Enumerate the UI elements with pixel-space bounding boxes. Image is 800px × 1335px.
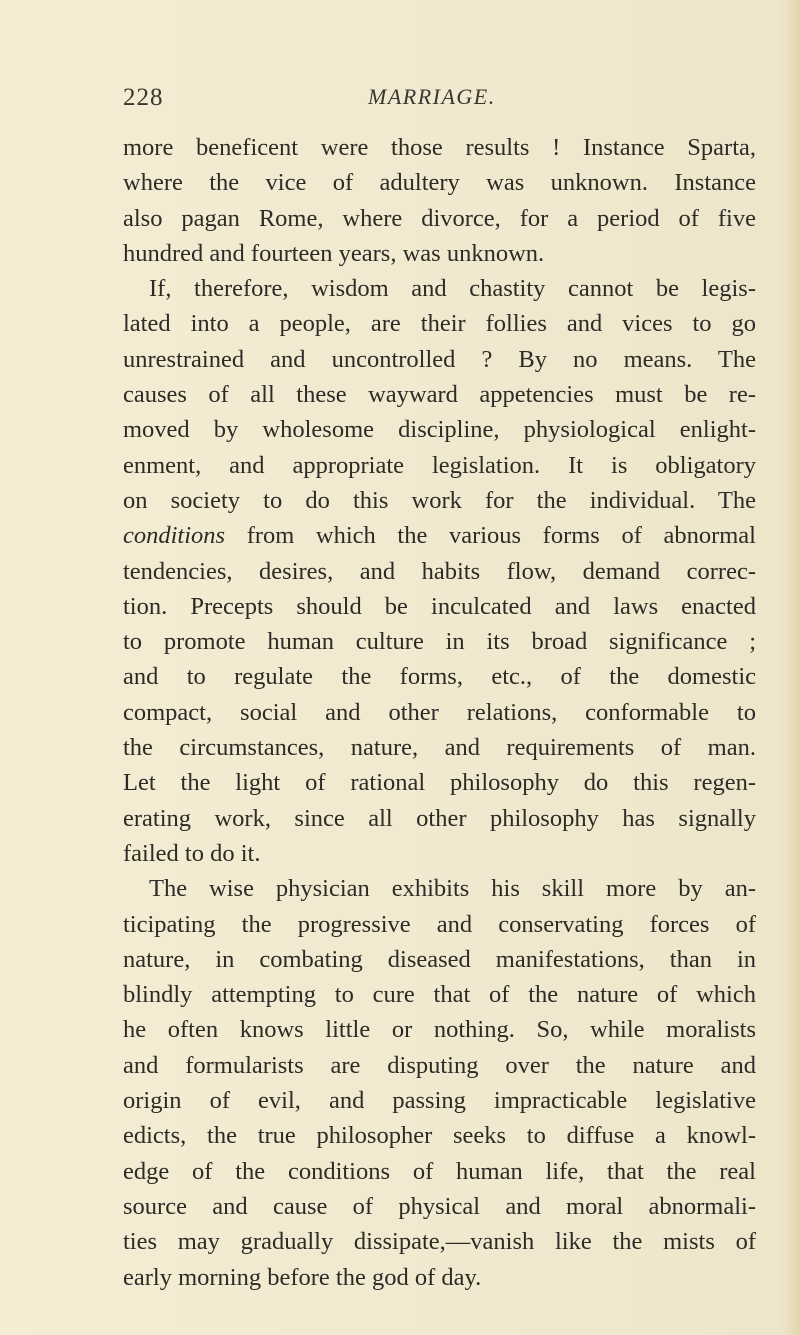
text-line: erating work, since all other philosophy has signally — [123, 804, 756, 832]
text-line: ticipating the progressive and conservating forces of — [123, 910, 756, 938]
text-line: to promote human culture in its broad significance ; — [123, 628, 756, 656]
italic-word: conditions — [123, 522, 226, 550]
text-line: The wise physician exhibits his skill more by an- — [149, 875, 756, 903]
text-line: origin of evil, and passing impracticable legislative — [123, 1087, 756, 1115]
text-line: enment, and appropriate legislation. It is obligatory — [123, 451, 756, 479]
text-line: and formularists are disputing over the nature and — [123, 1051, 756, 1079]
text-line: and to regulate the forms, etc., of the domestic — [123, 663, 756, 691]
text-line: early morning before the god of day. — [123, 1263, 482, 1291]
body-text — [123, 130, 756, 1295]
page-number: 228 — [123, 84, 164, 111]
text-line: ties may gradually dissipate,—vanish like the mists of — [123, 1228, 756, 1256]
text-line: nature, in combating diseased manifestations, than in — [123, 945, 756, 973]
page-edge-shading — [786, 0, 800, 1335]
text-line: edge of the conditions of human life, that the real — [123, 1157, 756, 1185]
text-line: blindly attempting to cure that of the nature of which — [123, 981, 756, 1009]
text-line: also pagan Rome, where divorce, for a period of five — [123, 204, 756, 232]
text-line — [123, 518, 756, 553]
text-line: on society to do this work for the individual. The — [123, 486, 756, 514]
text-line: lated into a people, are their follies and vices to go — [123, 310, 756, 338]
text-line: failed to do it. — [123, 839, 261, 867]
text-line: tendencies, desires, and habits flow, demand correc- — [123, 557, 756, 585]
text-line: causes of all these wayward appetencies must be re- — [123, 381, 756, 409]
text-line: If, therefore, wisdom and chastity cannot be legis- — [149, 275, 756, 303]
text-line: unrestrained and uncontrolled ? By no means. The — [123, 345, 756, 373]
text-line: source and cause of physical and moral abnormali- — [123, 1192, 756, 1220]
text-line: more beneficent were those results ! Instance Sparta, — [123, 134, 756, 161]
text-line: moved by wholesome discipline, physiological enlight- — [123, 416, 756, 444]
text-line: edicts, the true philosopher seeks to diffuse a knowl- — [123, 1122, 756, 1150]
text-line: where the vice of adultery was unknown. Instance — [123, 169, 756, 197]
text-line-rest: from which the various forms of abnormal — [225, 522, 756, 550]
page-header — [0, 84, 800, 118]
running-head: MARRIAGE. — [368, 84, 496, 109]
text-line: he often knows little or nothing. So, while moralists — [123, 1016, 756, 1044]
text-line: compact, social and other relations, conformable to — [123, 698, 756, 726]
text-line: the circumstances, nature, and requirements of man. — [123, 734, 756, 762]
text-line: Let the light of rational philosophy do this regen- — [123, 769, 756, 797]
text-line: hundred and fourteen years, was unknown. — [123, 239, 545, 267]
text-line: tion. Precepts should be inculcated and laws enacted — [123, 592, 756, 620]
